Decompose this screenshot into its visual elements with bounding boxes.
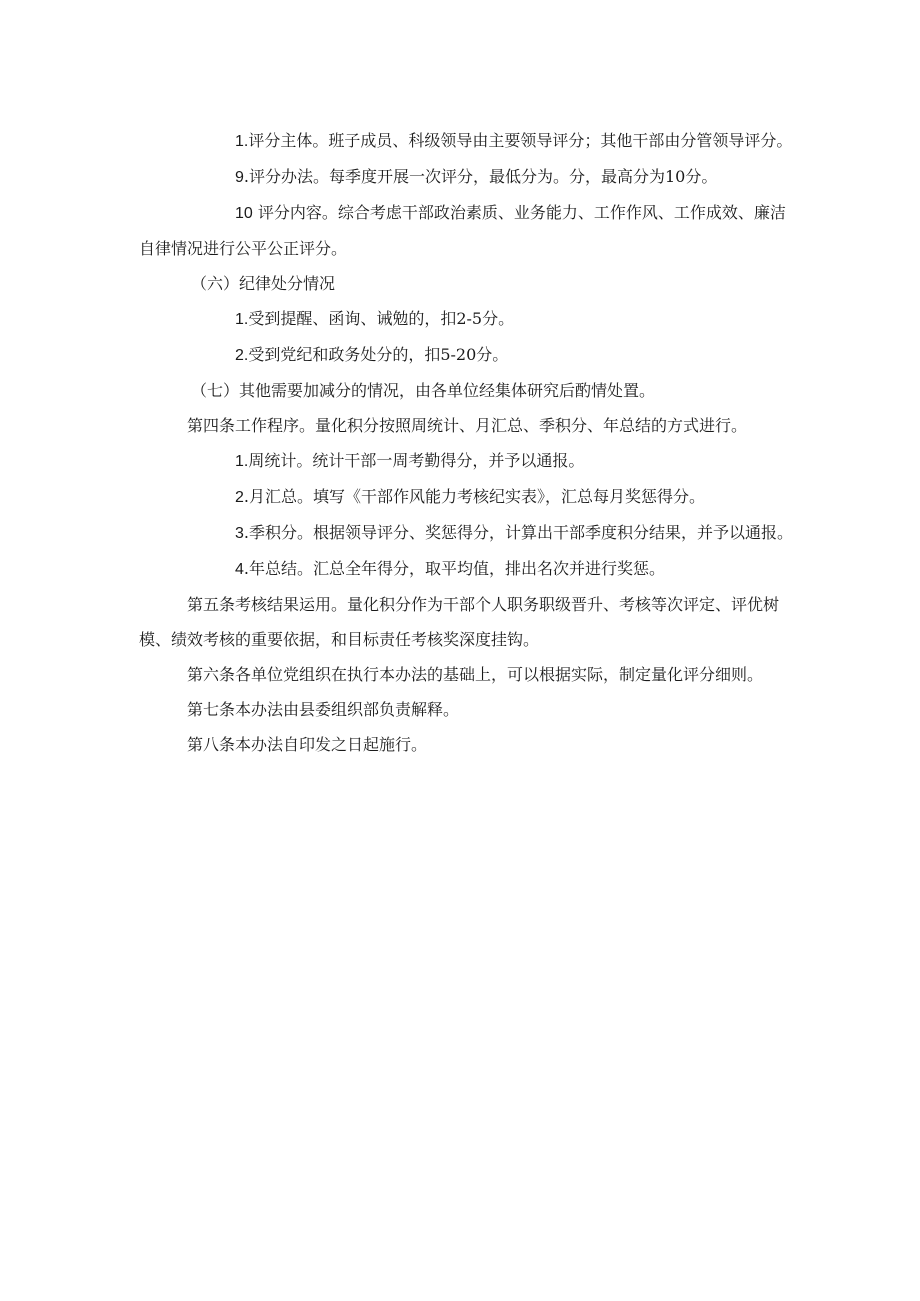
paragraph-discipline-reminder <box>139 301 799 337</box>
item-number: 3 <box>235 525 244 542</box>
item-number: 1. <box>235 453 249 470</box>
paragraph-scoring-subject <box>139 123 799 159</box>
paragraph-quarterly-points <box>139 515 799 551</box>
paragraph-monthly-summary <box>139 479 799 515</box>
paragraph-text: .月汇总。填写《干部作风能力考核纪实表》，汇总每月奖惩得分。 <box>243 487 705 506</box>
document-body <box>139 123 799 762</box>
paragraph-annual-summary <box>139 551 799 587</box>
item-number: 2 <box>235 489 244 506</box>
item-number: 10 <box>235 205 253 222</box>
paragraph-text: 第六条各单位党组织在执行本办法的基础上，可以根据实际，制定量化评分细则。 <box>187 665 764 684</box>
article-four-procedure <box>139 408 799 443</box>
paragraph-text: .评分办法。每季度开展一次评分，最低分为。分，最高分为10分。 <box>243 167 718 186</box>
paragraph-discipline-punishment <box>139 337 799 373</box>
paragraph-text: 评分内容。综合考虑干部政治素质、业务能力、工作作风、工作成效、廉洁自律情况进行公平公正评分。 <box>139 203 786 258</box>
paragraph-text: 第四条工作程序。量化积分按照周统计、月汇总、季积分、年总结的方式进行。 <box>187 416 748 435</box>
article-eight-effective <box>139 727 799 762</box>
item-number: 1. <box>235 133 249 150</box>
article-seven-interpretation <box>139 692 799 727</box>
paragraph-text: 受到提醒、函询、诫勉的，扣2-5分。 <box>248 309 515 328</box>
section-heading-discipline <box>139 266 799 301</box>
paragraph-text: 第八条本办法自印发之日起施行。 <box>187 735 428 754</box>
item-number: 1. <box>235 311 249 328</box>
item-number: 2. <box>235 347 249 364</box>
paragraph-weekly-statistics <box>139 443 799 479</box>
paragraph-text: 第五条考核结果运用。量化积分作为干部个人职务职级晋升、考核等次评定、评优树模、绩效考核的重要依据，和目标责任考核奖深度挂钩。 <box>139 595 780 649</box>
paragraph-text: 受到党纪和政务处分的，扣5-20分。 <box>248 345 509 364</box>
paragraph-text: （六）纪律处分情况 <box>191 274 336 293</box>
paragraph-text: 评分主体。班子成员、科级领导由主要领导评分；其他干部由分管领导评分。 <box>248 131 793 150</box>
paragraph-text: .季积分。根据领导评分、奖惩得分，计算出干部季度积分结果，并予以通报。 <box>243 523 793 542</box>
article-five-results <box>139 587 799 657</box>
article-six-rules <box>139 657 799 692</box>
item-number: 4 <box>235 561 244 578</box>
paragraph-scoring-content <box>139 195 799 266</box>
paragraph-text: （七）其他需要加减分的情况，由各单位经集体研究后酌情处置。 <box>191 381 656 400</box>
section-heading-other <box>139 373 799 408</box>
item-number: 9 <box>235 169 244 186</box>
paragraph-text: 周统计。统计干部一周考勤得分，并予以通报。 <box>248 451 585 470</box>
paragraph-text: .年总结。汇总全年得分，取平均值，排出名次并进行奖惩。 <box>243 559 665 578</box>
paragraph-text: 第七条本办法由县委组织部负责解释。 <box>187 700 460 719</box>
paragraph-scoring-method <box>139 159 799 195</box>
